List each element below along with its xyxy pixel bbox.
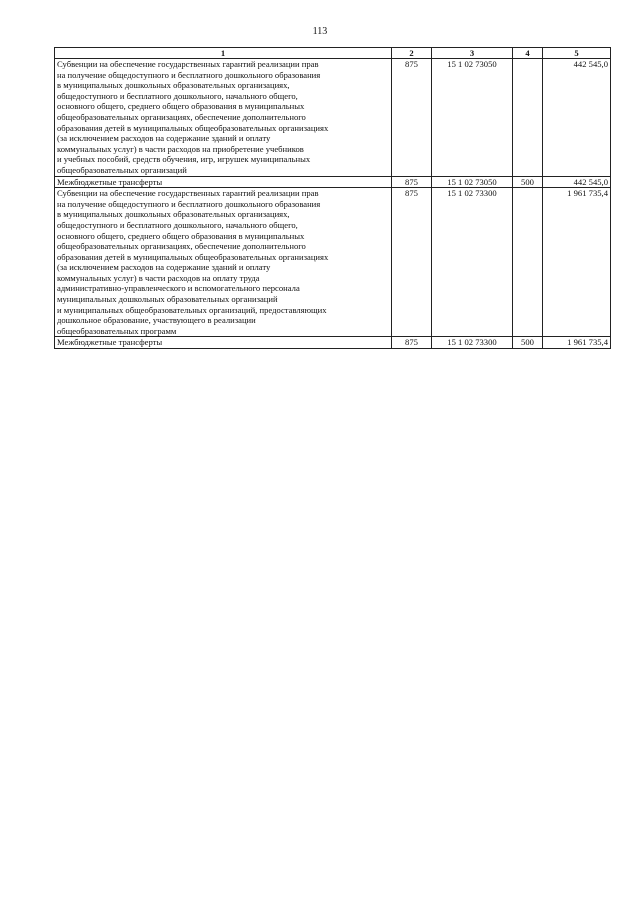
description-line: и учебных пособий, средств обучения, игр, игрушек муниципальных [57, 154, 311, 165]
description-line: общеобразовательных организаций [57, 164, 187, 175]
description-line: коммунальных услуг) в части расходов на приобретение учебников [57, 143, 304, 154]
row-amount: 1 961 735,4 [543, 188, 611, 337]
description-line: дошкольное образование, участвующего в реализации [57, 315, 256, 326]
description-line: основного общего, среднего общего образования в муниципальных [57, 101, 305, 112]
header-col-1: 1 [55, 48, 392, 59]
description-line: муниципальных дошкольных образовательных организаций [57, 294, 278, 305]
row-ministry-code: 875 [392, 188, 432, 337]
row-ministry-code: 875 [392, 176, 432, 188]
description-line: в муниципальных дошкольных образовательных организациях, [57, 209, 290, 220]
table-row [55, 337, 611, 349]
description-line: Межбюджетные трансферты [57, 176, 163, 187]
description-line: общедоступного и бесплатного дошкольного, начального общего, [57, 219, 298, 230]
description-line: образования детей в муниципальных общеобразовательных организациях [57, 122, 329, 133]
row-expense-kind: 500 [513, 176, 543, 188]
row-expense-kind [513, 188, 543, 337]
row-ministry-code: 875 [392, 337, 432, 349]
description-line: Межбюджетные трансферты [57, 337, 163, 348]
row-description [55, 59, 392, 177]
table-row [55, 176, 611, 188]
header-col-4: 4 [513, 48, 543, 59]
row-expense-kind [513, 59, 543, 177]
table-row [55, 188, 611, 337]
description-line: основного общего, среднего общего образования в муниципальных [57, 230, 305, 241]
description-line: общеобразовательных организациях, обеспечение дополнительного [57, 241, 306, 252]
budget-table [54, 47, 611, 349]
header-row [55, 48, 611, 59]
description-line: на получение общедоступного и бесплатного дошкольного образования [57, 198, 321, 209]
description-line: административно-управленческого и вспомогательного персонала [57, 283, 300, 294]
description-line: в муниципальных дошкольных образовательных организациях, [57, 80, 290, 91]
description-line: коммунальных услуг) в части расходов на оплату труда [57, 272, 260, 283]
description-line: и муниципальных общеобразовательных организаций, предоставляющих [57, 304, 327, 315]
description-line: на получение общедоступного и бесплатного дошкольного образования [57, 69, 321, 80]
description-line: общеобразовательных организациях, обеспечение дополнительного [57, 111, 306, 122]
row-description [55, 176, 392, 188]
row-amount: 1 961 735,4 [543, 337, 611, 349]
row-target-code: 15 1 02 73300 [432, 188, 513, 337]
row-description [55, 188, 392, 337]
page-number: 113 [312, 26, 328, 37]
description-line: общеобразовательных программ [57, 325, 177, 336]
table-row [55, 59, 611, 177]
row-description [55, 337, 392, 349]
row-target-code: 15 1 02 73300 [432, 337, 513, 349]
description-line: Субвенции на обеспечение государственных гарантий реализации прав [57, 59, 319, 69]
row-amount: 442 545,0 [543, 59, 611, 177]
description-line: общедоступного и бесплатного дошкольного, начального общего, [57, 90, 298, 101]
header-col-5: 5 [543, 48, 611, 59]
description-line: (за исключением расходов на содержание зданий и оплату [57, 262, 271, 273]
row-target-code: 15 1 02 73050 [432, 176, 513, 188]
description-line: (за исключением расходов на содержание зданий и оплату [57, 133, 271, 144]
header-col-2: 2 [392, 48, 432, 59]
row-ministry-code: 875 [392, 59, 432, 177]
row-expense-kind: 500 [513, 337, 543, 349]
header-col-3: 3 [432, 48, 513, 59]
row-amount: 442 545,0 [543, 176, 611, 188]
description-line: Субвенции на обеспечение государственных гарантий реализации прав [57, 188, 319, 199]
row-target-code: 15 1 02 73050 [432, 59, 513, 177]
description-line: образования детей в муниципальных общеобразовательных организациях [57, 251, 329, 262]
